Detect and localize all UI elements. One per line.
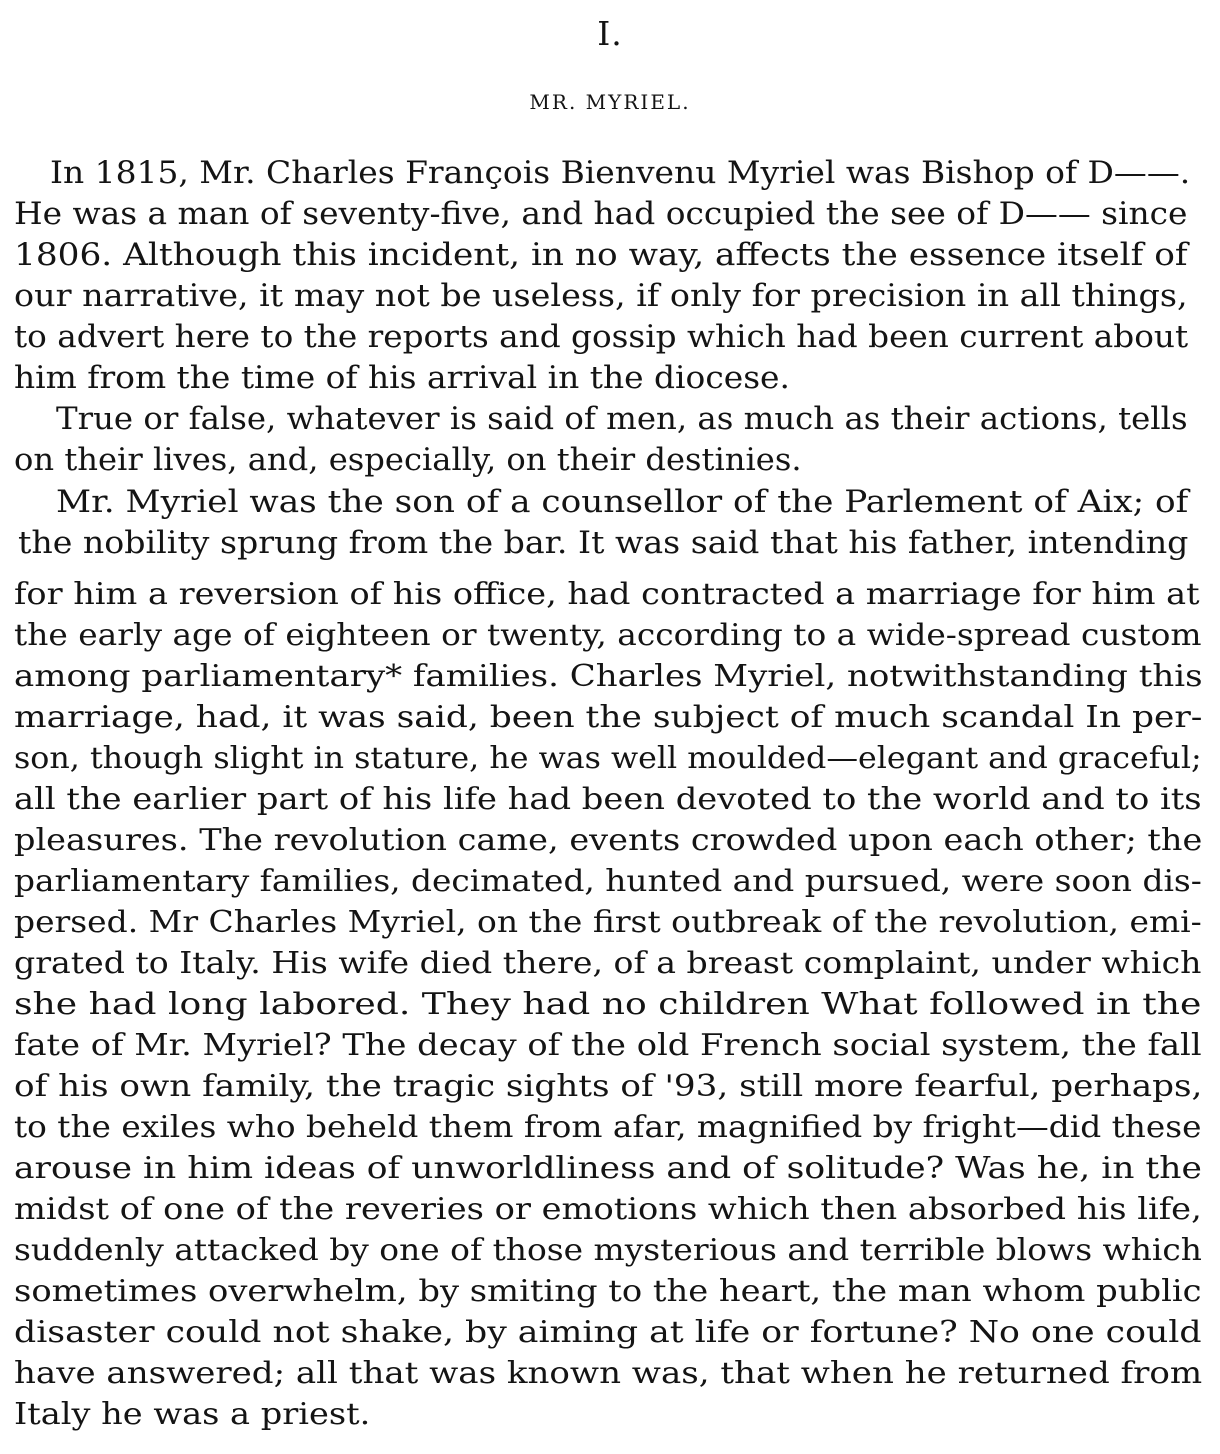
text-line: marriage, had, it was said, been the subject of much scandal In per- bbox=[14, 700, 1203, 735]
text-line: among parliamentary* families. Charles Myriel, notwithstanding this bbox=[14, 659, 1203, 694]
text-line: all the earlier part of his life had been devoted to the world and to its bbox=[14, 782, 1202, 817]
text-line: He was a man of seventy-five, and had occupied the see of D—— since bbox=[14, 196, 1188, 232]
text-line: on their lives, and, especially, on their destinies. bbox=[14, 442, 802, 478]
text-line: son, though slight in stature, he was well moulded—elegant and graceful; bbox=[14, 741, 1202, 776]
text-line: to the exiles who beheld them from afar, magnified by fright—did these bbox=[14, 1110, 1202, 1145]
text-line: midst of one of the reveries or emotions which then absorbed his life, bbox=[14, 1192, 1202, 1227]
text-line: to advert here to the reports and gossip which had been current about bbox=[14, 319, 1189, 355]
text-line: the early age of eighteen or twenty, according to a wide-spread custom bbox=[14, 618, 1202, 653]
text-line: Italy he was a priest. bbox=[14, 1397, 371, 1432]
text-line: our narrative, it may not be useless, if only for precision in all things, bbox=[14, 278, 1188, 314]
text-line: 1806. Although this incident, in no way, affects the essence itself of bbox=[14, 237, 1188, 273]
text-line: of his own family, the tragic sights of '93, still more fearful, perhaps, bbox=[14, 1069, 1203, 1104]
text-line: Mr. Myriel was the son of a counsellor of the Parlement of Aix; of bbox=[56, 484, 1189, 520]
text-line: grated to Italy. His wife died there, of a breast complaint, under which bbox=[14, 946, 1202, 981]
text-line: fate of Mr. Myriel? The decay of the old French social system, the fall bbox=[14, 1028, 1202, 1063]
text-line: sometimes overwhelm, by smiting to the heart, the man whom public bbox=[14, 1274, 1202, 1309]
text-line: him from the time of his arrival in the diocese. bbox=[14, 360, 790, 396]
text-line: suddenly attacked by one of those mysterious and terrible blows which bbox=[14, 1233, 1202, 1268]
text-line: the nobility sprung from the bar. It was said that his father, intending bbox=[18, 525, 1189, 561]
text-line: pleasures. The revolution came, events crowded upon each other; the bbox=[14, 823, 1203, 858]
chapter-title: MR. MYRIEL. bbox=[529, 90, 691, 114]
text-line: have answered; all that was known was, that when he returned from bbox=[14, 1356, 1203, 1391]
text-line: for him a reversion of his office, had contracted a marriage for him at bbox=[14, 577, 1200, 612]
text-line: parliamentary families, decimated, hunted and pursued, were soon dis- bbox=[14, 864, 1202, 899]
text-line: True or false, whatever is said of men, as much as their actions, tells bbox=[56, 401, 1188, 437]
text-line: disaster could not shake, by aiming at life or fortune? No one could bbox=[14, 1315, 1202, 1350]
chapter-number: I. bbox=[597, 14, 623, 53]
text-line: she had long labored. They had no children What followed in the bbox=[14, 987, 1202, 1022]
text-line: persed. Mr Charles Myriel, on the first outbreak of the revolution, emi- bbox=[14, 905, 1202, 940]
text-line: In 1815, Mr. Charles François Bienvenu Myriel was Bishop of D——. bbox=[50, 155, 1191, 191]
text-line: arouse in him ideas of unworldliness and of solitude? Was he, in the bbox=[14, 1151, 1202, 1186]
